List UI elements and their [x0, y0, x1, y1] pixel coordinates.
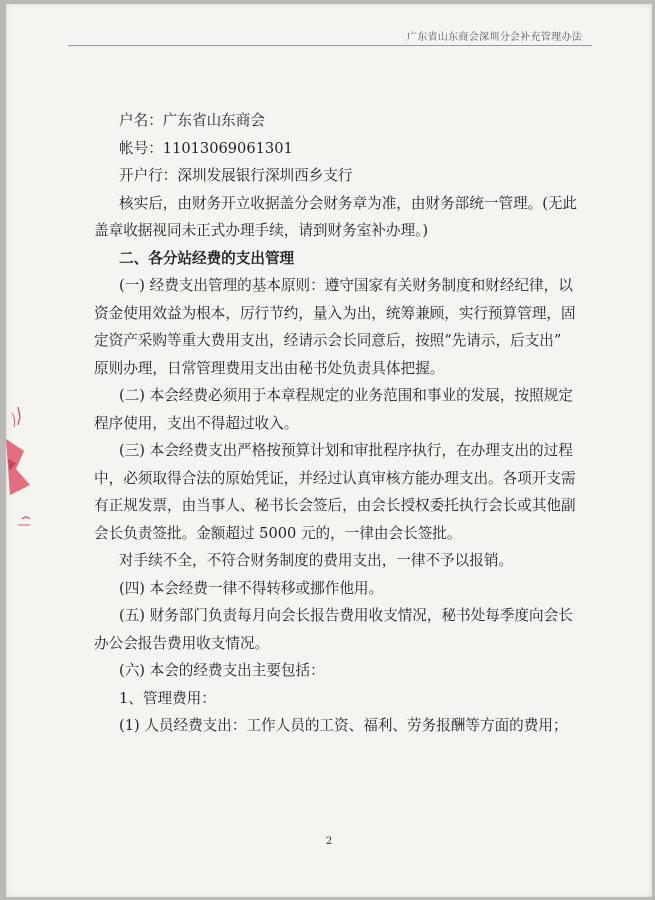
reimbursement-rule: 对手续不全，不符合财务制度的费用支出，一律不予以报销。 — [119, 552, 514, 569]
approval-paragraph-line-1: (三) 本会经费支出严格按预算计划和审批程序执行，在办理支出的过程 — [119, 442, 573, 459]
header-rule — [68, 45, 592, 46]
verify-paragraph-line-1: 核实后，由财务开立收据盖分会财务章为准，由财务部统一管理。(无此 — [119, 194, 578, 212]
approval-paragraph-line-3: 有正规发票，由当事人、秘书长会签后，由会长授权委托执行会长或其他副 — [94, 497, 576, 514]
principle-paragraph-line-2: 资金使用效益为根本，厉行节约，量入为出，统筹兼顾，实行预算管理，固 — [94, 304, 576, 322]
no-diversion-rule: (四) 本会经费一律不得转移或挪作他用。 — [119, 579, 384, 597]
scope-paragraph-line-1: (二) 本会经费必须用于本章程规定的业务范围和事业的发展，按照规定 — [119, 387, 573, 404]
principle-paragraph-line-4: 原则办理，日常管理费用支出由秘书处负责具体把握。 — [94, 359, 445, 377]
list-item-personnel-costs: (1) 人员经费支出：工作人员的工资、福利、劳务报酬等方面的费用； — [119, 717, 568, 734]
verify-paragraph-line-2: 盖章收据视同未正式办理手续，请到财务室补办理。) — [94, 222, 429, 239]
approval-paragraph-line-4: 会长负责签批。金额超过 5000 元的，一律由会长签批。 — [94, 524, 462, 542]
approval-paragraph-line-2: 中，必须取得合法的原始凭证，并经过认真审核方能办理支出。各项开支需 — [94, 469, 576, 487]
account-name: 户名：广东省山东商会 — [119, 112, 265, 129]
running-header: 广东省山东商会深圳分会补充管理办法 — [406, 32, 582, 43]
stamp-fragment-icon — [6, 399, 36, 539]
expenditure-list-intro: (六) 本会的经费支出主要包括： — [119, 662, 325, 679]
section-title: 二、各分站经费的支出管理 — [119, 249, 295, 267]
list-item-management-costs: 1、管理费用： — [119, 689, 216, 707]
document-body — [94, 107, 609, 740]
reporting-paragraph-line-2: 办公会报告费用收支情况。 — [94, 634, 270, 652]
principle-paragraph-line-3: 定资产采购等重大费用支出，经请示会长同意后，按照“先请示，后支出” — [94, 332, 562, 349]
scope-paragraph-line-2: 程序使用，支出不得超过收入。 — [94, 414, 299, 432]
principle-paragraph-line-1: (一) 经费支出管理的基本原则：遵守国家有关财务制度和财经纪律，以 — [119, 277, 573, 294]
account-bank: 开户行：深圳发展银行深圳西乡支行 — [119, 167, 353, 184]
account-number: 帐号：11013069061301 — [119, 139, 293, 157]
page-number: 2 — [325, 836, 333, 847]
reporting-paragraph-line-1: (五) 财务部门负责每月向会长报告费用收支情况，秘书处每季度向会长 — [119, 607, 573, 624]
document-page — [6, 4, 652, 897]
